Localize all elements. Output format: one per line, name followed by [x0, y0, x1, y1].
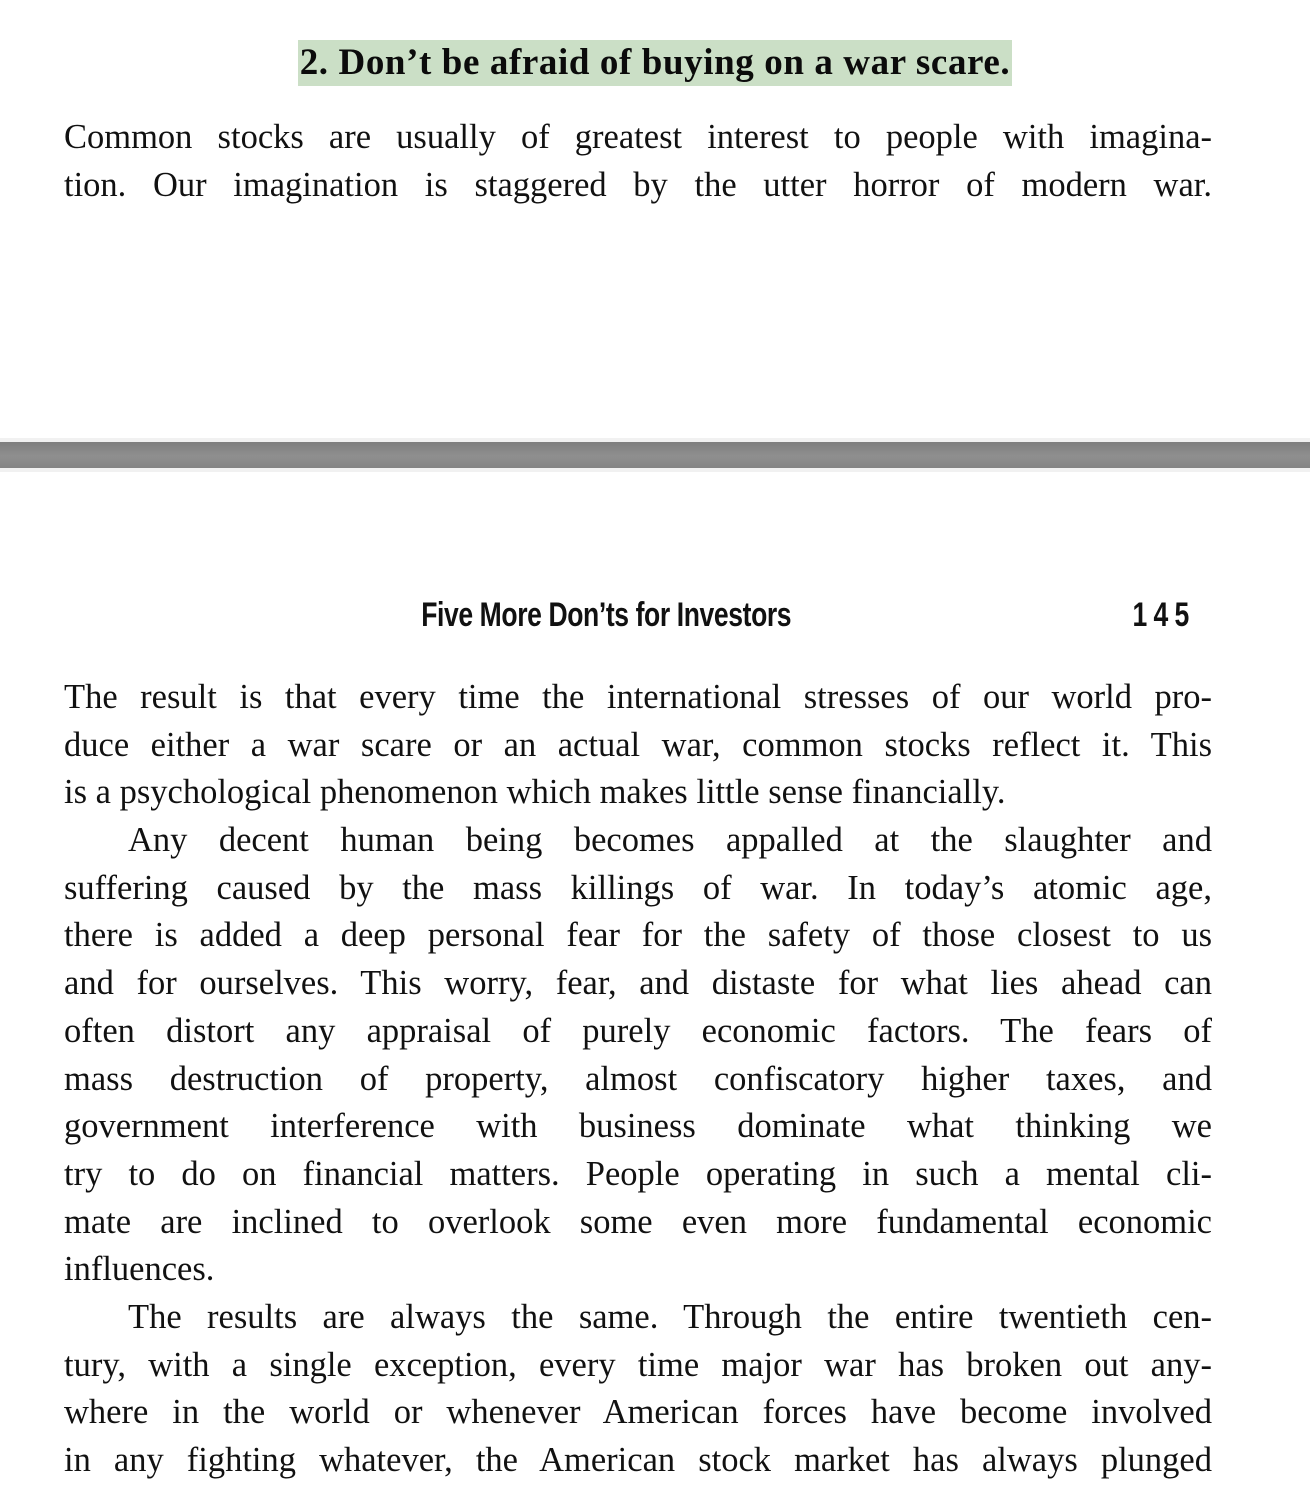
text-line: duce either a war scare or an actual war, common stocks reflect it. This	[64, 725, 1212, 764]
text-line: often distort any appraisal of purely economic factors. The fears of	[64, 1011, 1212, 1050]
text-line: try to do on financial matters. People operating in such a mental cli-	[64, 1154, 1212, 1193]
text-line: mate are inclined to overlook some even more fundamental economic	[64, 1202, 1212, 1241]
text-line: government interference with business dominate what thinking we	[64, 1107, 1212, 1146]
running-head-title: Five More Don’ts for Investors	[421, 596, 792, 634]
bottom-page-body	[64, 674, 1212, 1485]
text-line: The results are always the same. Through the entire twentieth cen-	[128, 1297, 1212, 1336]
text-line: and for ourselves. This worry, fear, and distaste for what lies ahead can	[64, 964, 1212, 1003]
text-line: in any fighting whatever, the American stock market has always plunged	[64, 1441, 1212, 1479]
text-line: there is added a deep personal fear for the safety of those closest to us	[64, 916, 1212, 955]
text-line: influences.	[64, 1250, 215, 1289]
paragraph-1	[64, 674, 1212, 817]
top-page-paragraph	[64, 114, 1212, 209]
text-line: suffering caused by the mass killings of war. In today’s atomic age,	[64, 868, 1212, 907]
text-line: The result is that every time the international stresses of our world pro-	[64, 678, 1212, 716]
text-line: Any decent human being becomes appalled at the slaughter and	[128, 821, 1212, 860]
text-line: where in the world or whenever American forces have become involved	[64, 1393, 1212, 1432]
text-line: tion. Our imagination is staggered by the utter horror of modern war.	[64, 165, 1212, 204]
paragraph-3	[64, 1294, 1212, 1485]
running-head	[0, 596, 1196, 640]
text-line: mass destruction of property, almost confiscatory higher taxes, and	[64, 1059, 1212, 1098]
text-line: is a psychological phenomenon which makes little sense financially.	[64, 773, 1006, 812]
paragraph-2	[64, 817, 1212, 1294]
page-number: 145	[1132, 596, 1196, 634]
text-line: tury, with a single exception, every time major war has broken out any-	[64, 1345, 1212, 1384]
text-line: Common stocks are usually of greatest interest to people with imagina-	[64, 118, 1212, 156]
section-heading: 2. Don’t be afraid of buying on a war scare.	[298, 40, 1013, 86]
page-divider	[0, 438, 1310, 472]
section-heading-container	[0, 40, 1310, 86]
